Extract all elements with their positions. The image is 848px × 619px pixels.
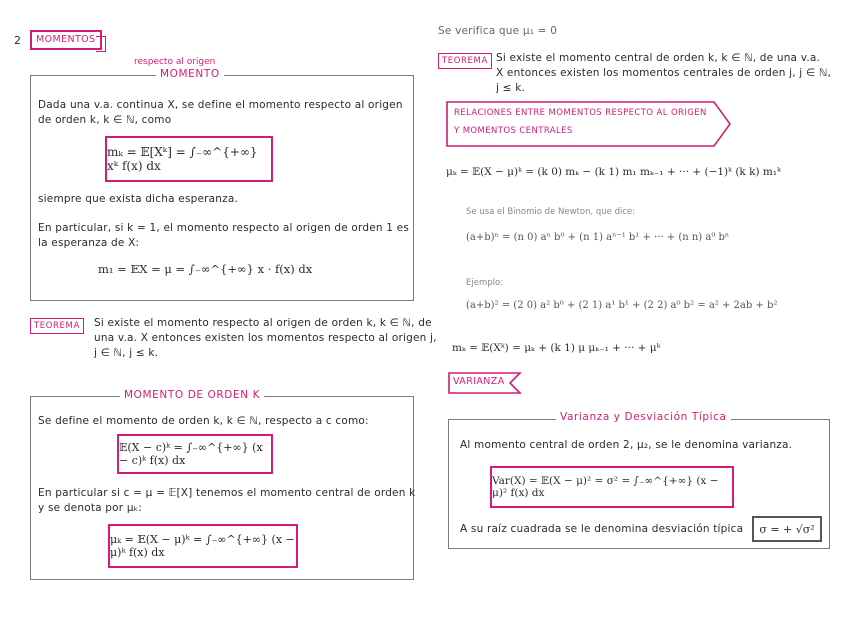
box2-line1: Se define el momento de orden k, k ∈ ℕ, respecto a c como:: [38, 415, 369, 427]
section-number: 2: [14, 34, 22, 47]
formula-moment-origin-text: mₖ = 𝔼[Xᵏ] = ∫₋∞^{+∞} xᵏ f(x) dx: [107, 145, 258, 173]
box3-line2: A su raíz cuadrada se le denomina desviación típica: [460, 523, 744, 535]
relations-banner: [446, 101, 732, 147]
section-title-box: [30, 30, 102, 50]
box1-particular-line2: la esperanza de X:: [38, 237, 140, 249]
formula-example: (a+b)² = (2 0) a² b⁰ + (2 1) a¹ b¹ + (2 2) a⁰ b² = a² + 2ab + b²: [466, 300, 778, 311]
theorem1-line1: Si existe el momento respecto al origen de orden k, k ∈ ℕ, de: [94, 317, 432, 329]
formula-central-expansion: μₖ = 𝔼(X − μ)ᵏ = (k 0) mₖ − (k 1) m₁ mₖ₋₁ + ··· + (−1)ᵏ (k k) m₁ᵏ: [446, 166, 781, 178]
verify-note: Se verifica que μ₁ = 0: [438, 25, 558, 37]
formula-sigma-text: σ = + √σ²: [759, 522, 815, 536]
theorem1-line2: una v.a. X entonces existen los momentos respecto al origen j,: [94, 332, 437, 344]
relations-banner-line2: Y MOMENTOS CENTRALES: [454, 126, 573, 136]
formula-sigma: [752, 516, 822, 542]
variance-banner: [448, 372, 522, 394]
theorem-tag-2: TEOREMA: [438, 53, 492, 69]
moment-order-k-box-title: MOMENTO DE ORDEN K: [120, 389, 264, 401]
annotation-origin: respecto al origen: [134, 57, 216, 67]
variance-box-title: Varianza y Desviación Típica: [556, 411, 731, 423]
formula-central-moment: [108, 524, 298, 568]
theorem-tag-1: TEOREMA: [30, 318, 84, 334]
formula-moment-origin: [105, 136, 273, 182]
formula-variance: [490, 466, 734, 508]
formula-mean: m₁ = 𝔼X = μ = ∫₋∞^{+∞} x · f(x) dx: [98, 262, 313, 276]
theorem1-line3: j ∈ ℕ, j ≤ k.: [94, 347, 159, 359]
box1-intro-line2: de orden k, k ∈ ℕ, como: [38, 114, 172, 126]
box1-intro-line1: Dada una v.a. continua X, se define el momento respecto al origen: [38, 99, 403, 111]
relations-banner-line1: RELACIONES ENTRE MOMENTOS RESPECTO AL ORIGEN: [454, 108, 707, 118]
theorem2-line1: Si existe el momento central de orden k, k ∈ ℕ, de una v.a.: [496, 52, 821, 64]
box2-particular-line2: y se denota por μₖ:: [38, 502, 143, 514]
box1-condition: siempre que exista dicha esperanza.: [38, 193, 239, 205]
formula-newton: (a+b)ⁿ = (n 0) aⁿ b⁰ + (n 1) aⁿ⁻¹ b¹ + ··· + (n n) a⁰ bⁿ: [466, 232, 730, 243]
section-title-tab: [96, 36, 106, 52]
formula-central-moment-text: μₖ = 𝔼(X − μ)ᵏ = ∫₋∞^{+∞} (x − μ)ᵏ f(x) dx: [110, 533, 295, 559]
box3-line1: Al momento central de orden 2, μ₂, se le denomina varianza.: [460, 439, 793, 451]
formula-origin-from-central: mₖ = 𝔼(Xᵏ) = μₖ + (k 1) μ μₖ₋₁ + ··· + μᵏ: [452, 342, 661, 354]
variance-banner-label: VARIANZA: [453, 376, 505, 387]
box2-particular-line1: En particular si c = μ = 𝔼[X] tenemos el momento central de orden k: [38, 487, 416, 499]
formula-moment-c: [117, 434, 273, 474]
formula-variance-text: Var(X) = 𝔼(X − μ)² = σ² = ∫₋∞^{+∞} (x − μ)² f(x) dx: [492, 475, 719, 499]
theorem2-line3: j ≤ k.: [496, 82, 526, 94]
box1-particular-line1: En particular, si k = 1, el momento respecto al origen de orden 1 es: [38, 222, 410, 234]
theorem2-line2: X entonces existen los momentos centrales de orden j, j ∈ ℕ,: [496, 67, 831, 79]
section-title: MOMENTOS: [36, 34, 96, 45]
newton-note: Se usa el Binomio de Newton, que dice:: [466, 207, 636, 217]
formula-moment-c-text: 𝔼(X − c)ᵏ = ∫₋∞^{+∞} (x − c)ᵏ f(x) dx: [119, 441, 263, 467]
moment-origin-box-title: MOMENTO: [156, 68, 224, 80]
example-label: Ejemplo:: [466, 278, 504, 288]
